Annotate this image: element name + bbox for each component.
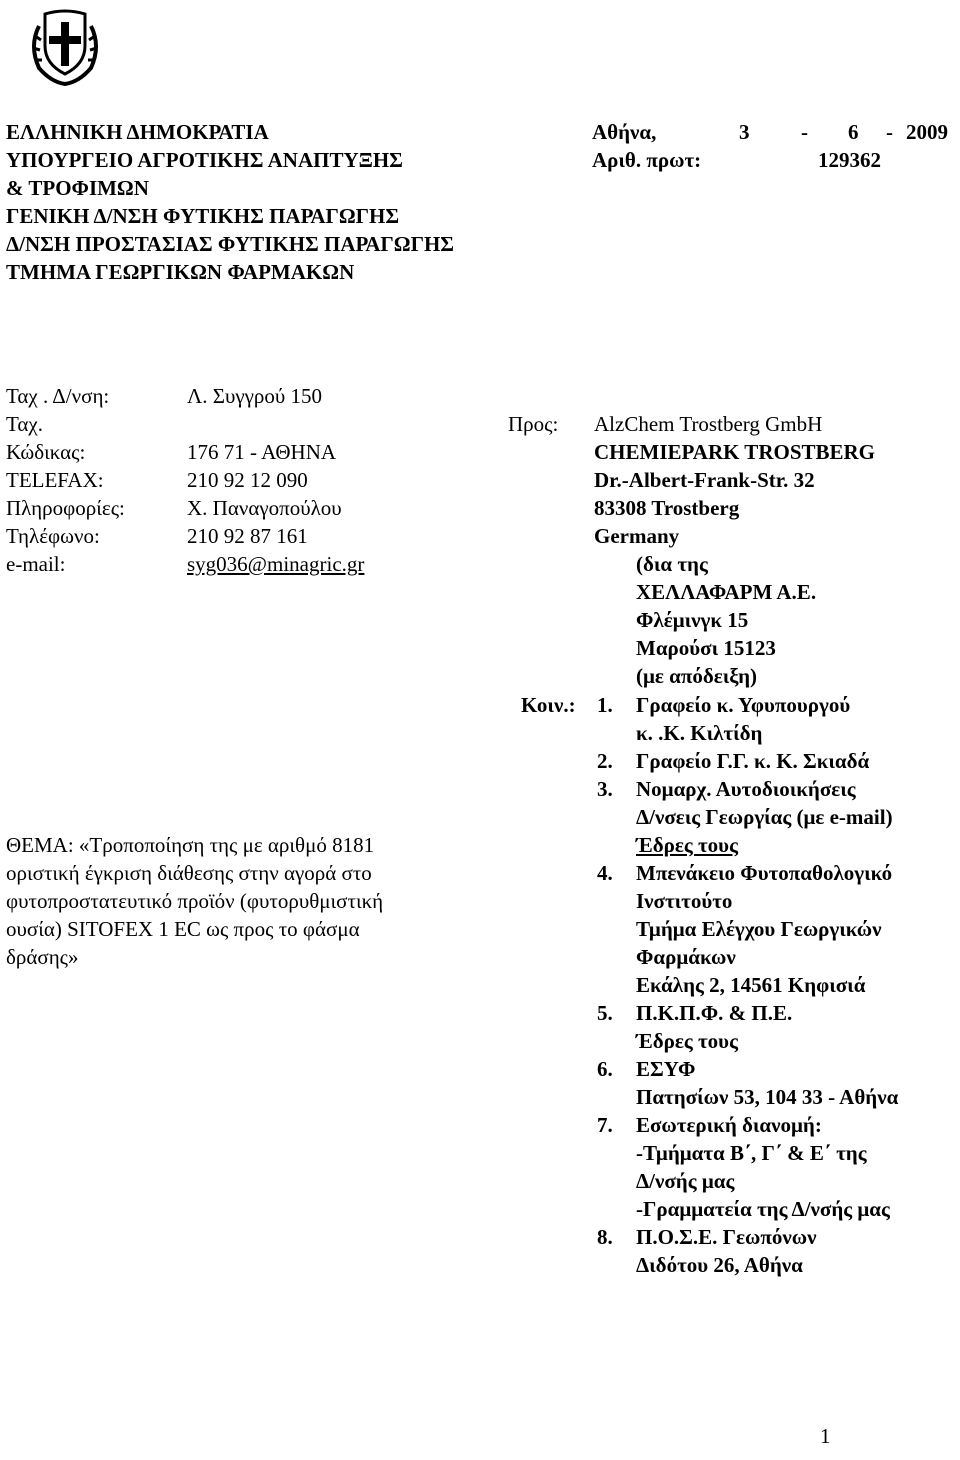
cc-item-line: Δ/νσής μας xyxy=(636,1169,735,1193)
recipient-via-4: Μαρούσι 15123 xyxy=(636,636,776,660)
contact-label-code: Κώδικας: xyxy=(6,440,86,464)
recipient-via-2: ΧΕΛΛΑΦΑΡΜ Α.Ε. xyxy=(636,580,817,604)
contact-label-telefax: TELEFAX: xyxy=(6,468,104,492)
recipient-via-5: (με απόδειξη) xyxy=(636,664,758,688)
cc-item-line: Νομαρχ. Αυτοδιοικήσεις xyxy=(636,777,856,801)
page-number: 1 xyxy=(820,1424,831,1448)
cc-item-line: Εκάλης 2, 14561 Κηφισιά xyxy=(636,973,866,997)
date-year: 2009 xyxy=(906,120,948,144)
cc-item-number: 7. xyxy=(597,1113,613,1137)
cc-item-line: Π.Κ.Π.Φ. & Π.Ε. xyxy=(636,1001,793,1025)
cc-item-line: -Γραμματεία της Δ/νσής μας xyxy=(636,1197,890,1221)
contact-label-address: Ταχ . Δ/νση: xyxy=(6,384,110,408)
recipient-line-5: Germany xyxy=(594,524,680,548)
subject-line-1: ΘΕΜΑ: «Τροποποίηση της με αριθμό 8181 xyxy=(6,833,375,857)
cc-item-line: ΕΣΥΦ xyxy=(636,1057,696,1081)
contact-label-phone: Τηλέφωνο: xyxy=(6,524,100,548)
protocol-number: 129362 xyxy=(818,148,881,172)
subject-line-2: οριστική έγκριση διάθεσης στην αγορά στο xyxy=(6,861,372,885)
greek-coat-of-arms-emblem xyxy=(25,6,105,86)
subject-line-4: ουσία) SITOFEX 1 EC ως προς το φάσμα xyxy=(6,917,360,941)
ministry-line-2: ΥΠΟΥΡΓΕΙΟ ΑΓΡΟΤΙΚΗΣ ΑΝΑΠΤΥΞΗΣ xyxy=(6,148,403,172)
recipient-via-1: (δια της xyxy=(636,552,708,576)
cc-item-line: Διδότου 26, Αθήνα xyxy=(636,1253,803,1277)
ministry-line-5: Δ/ΝΣΗ ΠΡΟΣΤΑΣΙΑΣ ΦΥΤΙΚΗΣ ΠΑΡΑΓΩΓΗΣ xyxy=(6,232,455,256)
ministry-line-4: ΓΕΝΙΚΗ Δ/ΝΣΗ ΦΥΤΙΚΗΣ ΠΑΡΑΓΩΓΗΣ xyxy=(6,204,400,228)
recipient-line-1: AlzChem Trostberg GmbH xyxy=(594,412,823,436)
contact-value-telefax: 210 92 12 090 xyxy=(187,468,308,492)
date-month: 6 xyxy=(848,120,859,144)
recipient-label: Προς: xyxy=(508,412,559,436)
cc-item-line: Εσωτερική διανομή: xyxy=(636,1113,822,1137)
cc-item-line: Φαρμάκων xyxy=(636,945,736,969)
contact-label-postal: Ταχ. xyxy=(6,412,43,436)
subject-line-3: φυτοπροστατευτικό προϊόν (φυτορυθμιστική xyxy=(6,889,384,913)
ministry-line-3: & ΤΡΟΦΙΜΩΝ xyxy=(6,176,149,200)
cc-item-number: 6. xyxy=(597,1057,613,1081)
cc-item-line: Έδρες τους xyxy=(636,1029,738,1053)
contact-email-link[interactable]: syg036@minagric.gr xyxy=(187,552,365,576)
cc-item-line: Δ/νσεις Γεωργίας (με e-mail) xyxy=(636,805,893,829)
date-day: 3 xyxy=(739,120,750,144)
subject-line-5: δράσης» xyxy=(6,945,79,969)
cc-item-line: κ. .Κ. Κιλτίδη xyxy=(636,721,763,745)
cc-item-line: Γραφείο κ. Υφυπουργού xyxy=(636,693,851,717)
recipient-line-4: 83308 Trostberg xyxy=(594,496,740,520)
cc-item-line: Έδρες τους xyxy=(636,833,738,857)
date-separator-2: - xyxy=(886,120,893,144)
date-separator-1: - xyxy=(801,120,808,144)
protocol-label: Αριθ. πρωτ: xyxy=(592,148,702,172)
cc-item-number: 3. xyxy=(597,777,613,801)
cc-item-number: 5. xyxy=(597,1001,613,1025)
cc-label: Κοιν.: xyxy=(521,693,576,717)
contact-value-phone: 210 92 87 161 xyxy=(187,524,308,548)
ministry-line-1: ΕΛΛΗΝΙΚΗ ΔΗΜΟΚΡΑΤΙΑ xyxy=(6,120,269,144)
contact-value-code: 176 71 - ΑΘΗΝΑ xyxy=(187,440,337,464)
contact-value-address: Λ. Συγγρού 150 xyxy=(187,384,323,408)
ministry-line-6: ΤΜΗΜΑ ΓΕΩΡΓΙΚΩΝ ΦΑΡΜΑΚΩΝ xyxy=(6,260,355,284)
contact-value-info: Χ. Παναγοπούλου xyxy=(187,496,342,520)
cc-item-line: Π.Ο.Σ.Ε. Γεωπόνων xyxy=(636,1225,817,1249)
recipient-line-2: CHEMIEPARK TROSTBERG xyxy=(594,440,876,464)
cc-item-line: -Τμήματα Β΄, Γ΄ & Ε΄ της xyxy=(636,1141,867,1165)
contact-label-email: e-mail: xyxy=(6,552,66,576)
contact-label-info: Πληροφορίες: xyxy=(6,496,125,520)
date-label: Αθήνα, xyxy=(592,120,657,144)
recipient-via-3: Φλέμινγκ 15 xyxy=(636,608,749,632)
cc-item-line: Τμήμα Ελέγχου Γεωργικών xyxy=(636,917,882,941)
cc-item-line: Μπενάκειο Φυτοπαθολογικό xyxy=(636,861,893,885)
cc-item-number: 2. xyxy=(597,749,613,773)
cc-item-line: Ινστιτούτο xyxy=(636,889,733,913)
cc-item-number: 8. xyxy=(597,1225,613,1249)
cc-item-line: Πατησίων 53, 104 33 - Αθήνα xyxy=(636,1085,899,1109)
recipient-line-3: Dr.-Albert-Frank-Str. 32 xyxy=(594,468,815,492)
cc-item-number: 1. xyxy=(597,693,613,717)
cc-item-number: 4. xyxy=(597,861,613,885)
cc-item-line: Γραφείο Γ.Γ. κ. Κ. Σκιαδά xyxy=(636,749,870,773)
